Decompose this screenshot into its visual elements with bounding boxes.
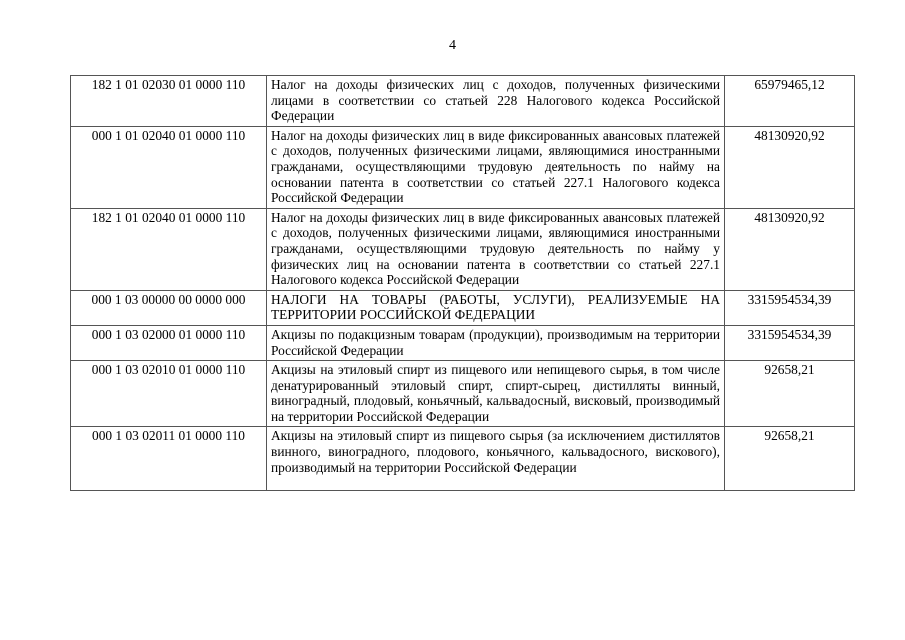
budget-revenue-table: [70, 75, 855, 491]
revenue-amount: 3315954534,39: [725, 290, 855, 325]
table-row: [71, 427, 855, 491]
budget-classification-code: 000 1 03 02010 01 0000 110: [71, 361, 267, 427]
budget-classification-code: 000 1 03 02011 01 0000 110: [71, 427, 267, 491]
page-number: 4: [449, 38, 456, 53]
revenue-amount: 92658,21: [725, 427, 855, 491]
revenue-name: НАЛОГИ НА ТОВАРЫ (РАБОТЫ, УСЛУГИ), РЕАЛИЗУЕМЫЕ НА ТЕРРИТОРИИ РОССИЙСКОЙ ФЕДЕРАЦИИ: [267, 290, 725, 325]
budget-classification-code: 000 1 03 00000 00 0000 000: [71, 290, 267, 325]
table-row: [71, 290, 855, 325]
revenue-amount: 65979465,12: [725, 76, 855, 127]
table-row: [71, 361, 855, 427]
table-row: [71, 325, 855, 360]
revenue-name: Акцизы на этиловый спирт из пищевого или непищевого сырья, в том числе денатурированный этиловый спирт, спирт-сырец, дистилляты винный, виноградный, плодовый, коньячный, кальвадосный, висковый, производимый на территории Российской Федерации: [267, 361, 725, 427]
revenue-name: Акцизы по подакцизным товарам (продукции), производимым на территории Российской Федерации: [267, 325, 725, 360]
revenue-amount: 3315954534,39: [725, 325, 855, 360]
revenue-amount: 48130920,92: [725, 126, 855, 208]
budget-classification-code: 182 1 01 02040 01 0000 110: [71, 208, 267, 290]
revenue-name: Налог на доходы физических лиц с доходов, полученных физическими лицами в соответствии со статьей 228 Налогового кодекса Российской Федерации: [267, 76, 725, 127]
budget-classification-code: 000 1 03 02000 01 0000 110: [71, 325, 267, 360]
budget-classification-code: 000 1 01 02040 01 0000 110: [71, 126, 267, 208]
revenue-name: Налог на доходы физических лиц в виде фиксированных авансовых платежей с доходов, полученных физическими лицами, являющимися иностранными гражданами, осуществляющими трудовую деятельность по найму на основании патента в соответствии со статьей 227.1 Налогового кодекса Российской Федерации: [267, 126, 725, 208]
revenue-amount: 48130920,92: [725, 208, 855, 290]
table-row: [71, 76, 855, 127]
table-row: [71, 208, 855, 290]
budget-classification-code: 182 1 01 02030 01 0000 110: [71, 76, 267, 127]
table-row: [71, 126, 855, 208]
revenue-name: Налог на доходы физических лиц в виде фиксированных авансовых платежей с доходов, полученных физическими лицами, являющимися иностранными гражданами, осуществляющими трудовую деятельность по найму у физических лиц на основании патента в соответствии со статьей 227.1 Налогового кодекса Российской Федерации: [267, 208, 725, 290]
revenue-name: Акцизы на этиловый спирт из пищевого сырья (за исключением дистиллятов винного, виноградного, плодового, коньячного, кальвадосного, вискового), производимый на территории Российской Федерации: [267, 427, 725, 491]
revenue-amount: 92658,21: [725, 361, 855, 427]
